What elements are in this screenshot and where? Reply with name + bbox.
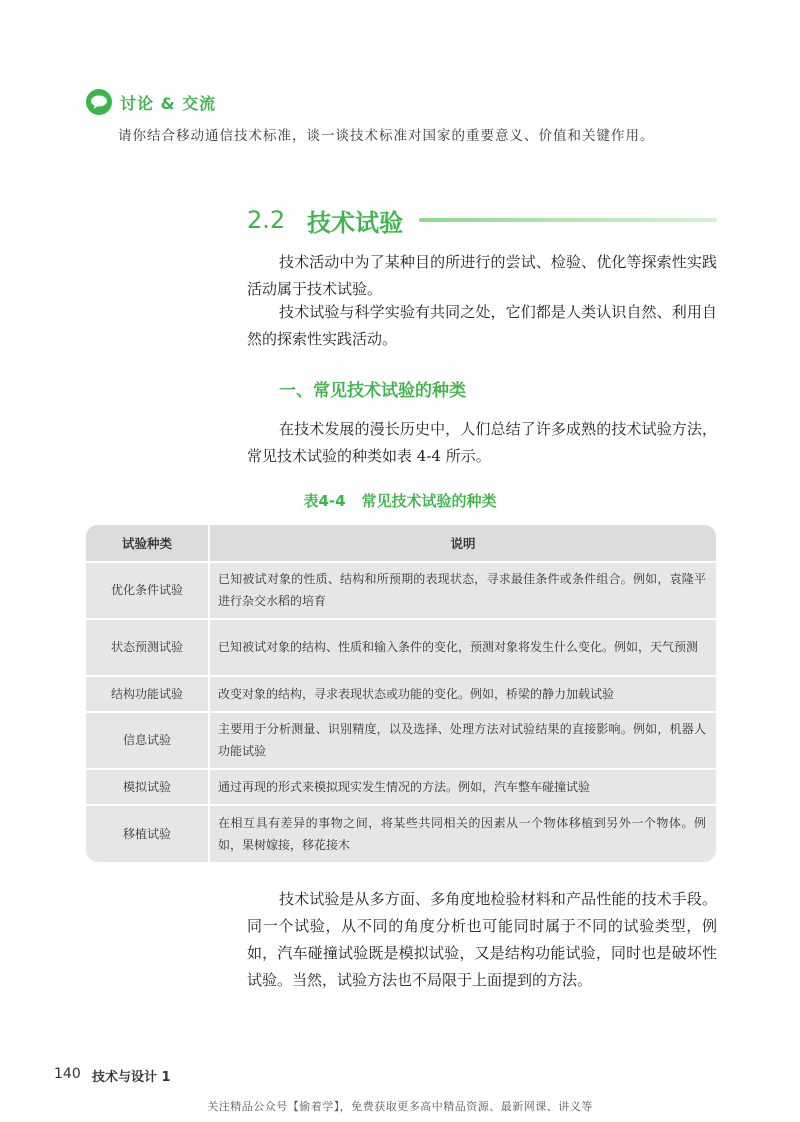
page-number: 140 [54,1066,81,1082]
table-row [86,769,716,805]
table-caption-title: 常见技术试验的种类 [361,492,497,510]
table-header-description: 说明 [209,525,716,562]
table-cell-description: 已知被试对象的结构、性质和输入条件的变化，预测对象将发生什么变化。例如，天气预测 [209,619,716,676]
discussion-title: 讨论 & 交流 [120,93,217,113]
table-row [86,805,716,862]
table-cell-description: 在相互具有差异的事物之间，将某些共同相关的因素从一个物体移植到另外一个物体。例如，果树嫁接，移花接木 [209,805,716,862]
table-cell-description: 主要用于分析测量、识别精度，以及选择、处理方法对试验结果的直接影响。例如，机器人功能试验 [209,712,716,769]
table-header-type: 试验种类 [86,525,209,562]
table-caption [0,490,800,511]
table-cell-type: 移植试验 [122,827,171,842]
table-caption-number: 表4-4 [303,492,346,510]
table-row [86,712,716,769]
section-rule [419,218,717,222]
section-number: 2.2 [247,206,286,234]
table-cell-type: 模拟试验 [122,779,171,794]
book-title: 技术与设计 1 [92,1070,171,1085]
paragraph-summary: 技术试验是从多方面、多角度地检验材料和产品性能的技术手段。同一个试验，从不同的角度分析也可能同时属于不同的试验类型，例如，汽车碰撞试验既是模拟试验，又是结构功能试验，同时也是破坏性试验。当然，试验方法也不局限于上面提到的方法。 [247,890,717,989]
table-cell-description: 已知被试对象的性质、结构和所预期的表现状态，寻求最佳条件或条件组合。例如，袁隆平进行杂交水稻的培育 [209,562,716,619]
table-cell-type: 信息试验 [122,733,171,748]
speech-bubble-icon [86,89,112,115]
promo-notice: 关注精品公众号【偷着学】，免费获取更多高中精品资源、最新网课、讲义等 [207,1100,593,1113]
table-cell-type: 优化条件试验 [110,583,183,598]
table-row [86,676,716,712]
discussion-prompt: 请你结合移动通信技术标准，谈一谈技术标准对国家的重要意义、价值和关键作用。 [118,128,655,144]
subheading-types: 一、常见技术试验的种类 [279,381,466,401]
table-cell-type: 结构功能试验 [110,686,183,701]
discussion-header [86,88,216,116]
section-title: 技术试验 [307,208,404,237]
table-cell-description: 改变对象的结构，寻求表现状态或功能的变化。例如，桥梁的静力加载试验 [209,676,716,712]
table-row [86,619,716,676]
paragraph-definition: 技术活动中为了某种目的所进行的尝试、检验、优化等探索性实践活动属于技术试验。 [247,253,717,298]
table-cell-description: 通过再现的形式来模拟现实发生情况的方法。例如，汽车整车碰撞试验 [209,769,716,805]
section-heading [247,202,717,238]
table-row [86,562,716,619]
paragraph-intro-table: 在技术发展的漫长历史中，人们总结了许多成熟的技术试验方法，常见技术试验的种类如表 4-4 所示。 [247,420,717,465]
experiment-types-table [86,525,716,862]
paragraph-comparison: 技术试验与科学实验有共同之处，它们都是人类认识自然、利用自然的探索性实践活动。 [247,303,717,348]
table-cell-type: 状态预测试验 [110,640,183,655]
